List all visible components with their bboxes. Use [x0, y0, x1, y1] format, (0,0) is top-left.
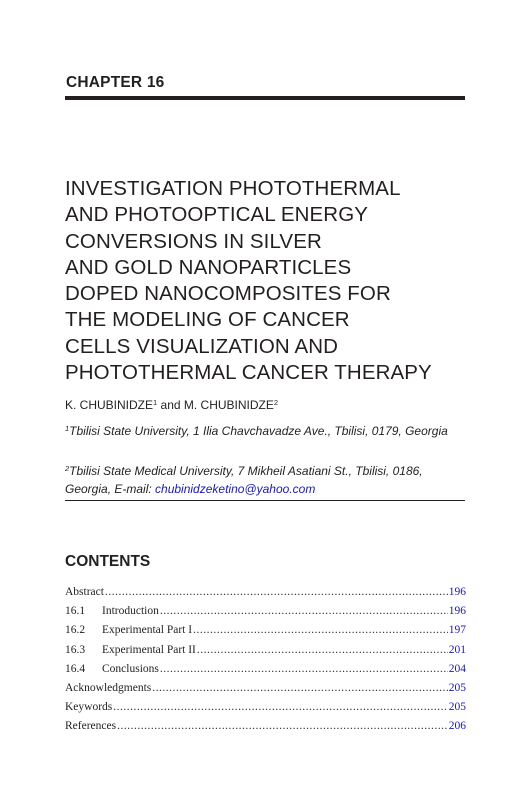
affiliation-text: Tbilisi State University, 1 Ilia Chavchavadze Ave., Tbilisi, 0179, Georgia	[69, 424, 448, 438]
email-label: E-mail:	[114, 482, 156, 496]
toc-page-link[interactable]: 206	[448, 720, 466, 733]
chapter-title-line: DOPED NANOCOMPOSITES FOR	[65, 282, 391, 306]
toc-entry-title: Introduction	[102, 605, 159, 618]
table-of-contents	[65, 586, 466, 740]
affiliation-divider	[65, 500, 465, 501]
toc-entry[interactable]	[65, 624, 466, 643]
toc-entry-title: Experimental Part I	[102, 624, 193, 637]
affiliation-mark: 2	[65, 464, 70, 473]
toc-leader	[113, 701, 447, 713]
chapter-label: CHAPTER 16	[66, 74, 165, 91]
toc-entry-title: Acknowledgments	[65, 681, 152, 694]
author-affiliation-mark: 2	[273, 398, 279, 407]
toc-entry[interactable]	[65, 682, 466, 701]
toc-leader	[152, 682, 448, 694]
toc-page-link[interactable]: 196	[448, 586, 466, 598]
author-line	[65, 398, 278, 412]
contents-heading: CONTENTS	[65, 553, 151, 570]
toc-leader	[105, 586, 448, 598]
chapter-title	[65, 176, 475, 386]
toc-page-link[interactable]: 197	[448, 624, 466, 637]
toc-entry-title: References	[65, 720, 117, 733]
author-joiner: and	[157, 398, 184, 412]
toc-entry-number: 16.2	[65, 624, 86, 637]
author-name: M. CHUBINIDZE	[183, 398, 274, 412]
toc-entry[interactable]	[65, 701, 466, 720]
affiliation-text: Tbilisi State Medical University, 7 Mikheil Asatiani St., Tbilisi, 0186, Georgia,	[65, 464, 423, 496]
toc-leader	[197, 644, 448, 656]
toc-entry[interactable]	[65, 644, 466, 663]
affiliation-2	[65, 460, 465, 498]
chapter-divider	[65, 96, 465, 100]
affiliation-mark: 1	[65, 424, 70, 433]
toc-leader	[160, 663, 448, 675]
chapter-title-line: THE MODELING OF CANCER	[65, 308, 350, 332]
toc-page-link[interactable]: 205	[448, 701, 466, 714]
toc-entry-number: 16.3	[65, 643, 86, 656]
chapter-title-line: CELLS VISUALIZATION AND	[65, 334, 339, 358]
author-affiliation-mark: 1	[153, 398, 158, 407]
toc-entry-title: Keywords	[65, 701, 113, 714]
affiliation-1	[65, 420, 465, 440]
toc-page-link[interactable]: 201	[448, 643, 466, 656]
toc-entry-number: 16.4	[65, 662, 86, 675]
toc-entry[interactable]	[65, 720, 466, 739]
author-name: K. CHUBINIDZE	[65, 398, 154, 412]
chapter-title-line: INVESTIGATION PHOTOTHERMAL	[65, 177, 401, 200]
toc-leader	[160, 605, 448, 617]
email-link[interactable]: chubinidzeketino@yahoo.com	[155, 482, 316, 496]
toc-entry[interactable]	[65, 586, 466, 605]
toc-leader	[117, 720, 448, 732]
toc-entry[interactable]	[65, 605, 466, 624]
toc-entry-title: Experimental Part II	[102, 643, 196, 656]
toc-entry-number: 16.1	[65, 605, 86, 618]
toc-page-link[interactable]: 196	[448, 605, 466, 618]
toc-entry[interactable]	[65, 663, 466, 682]
toc-entry-title: Abstract	[65, 586, 104, 598]
toc-page-link[interactable]: 205	[448, 681, 466, 694]
toc-leader	[193, 624, 448, 636]
chapter-title-line: AND GOLD NANOPARTICLES	[65, 255, 352, 279]
chapter-title-line: PHOTOTHERMAL CANCER THERAPY	[65, 361, 432, 385]
toc-entry-title: Conclusions	[102, 662, 159, 675]
chapter-title-line: CONVERSIONS IN SILVER	[65, 229, 322, 253]
toc-page-link[interactable]: 204	[448, 662, 466, 675]
chapter-title-line: AND PHOTOOPTICAL ENERGY	[65, 203, 369, 227]
